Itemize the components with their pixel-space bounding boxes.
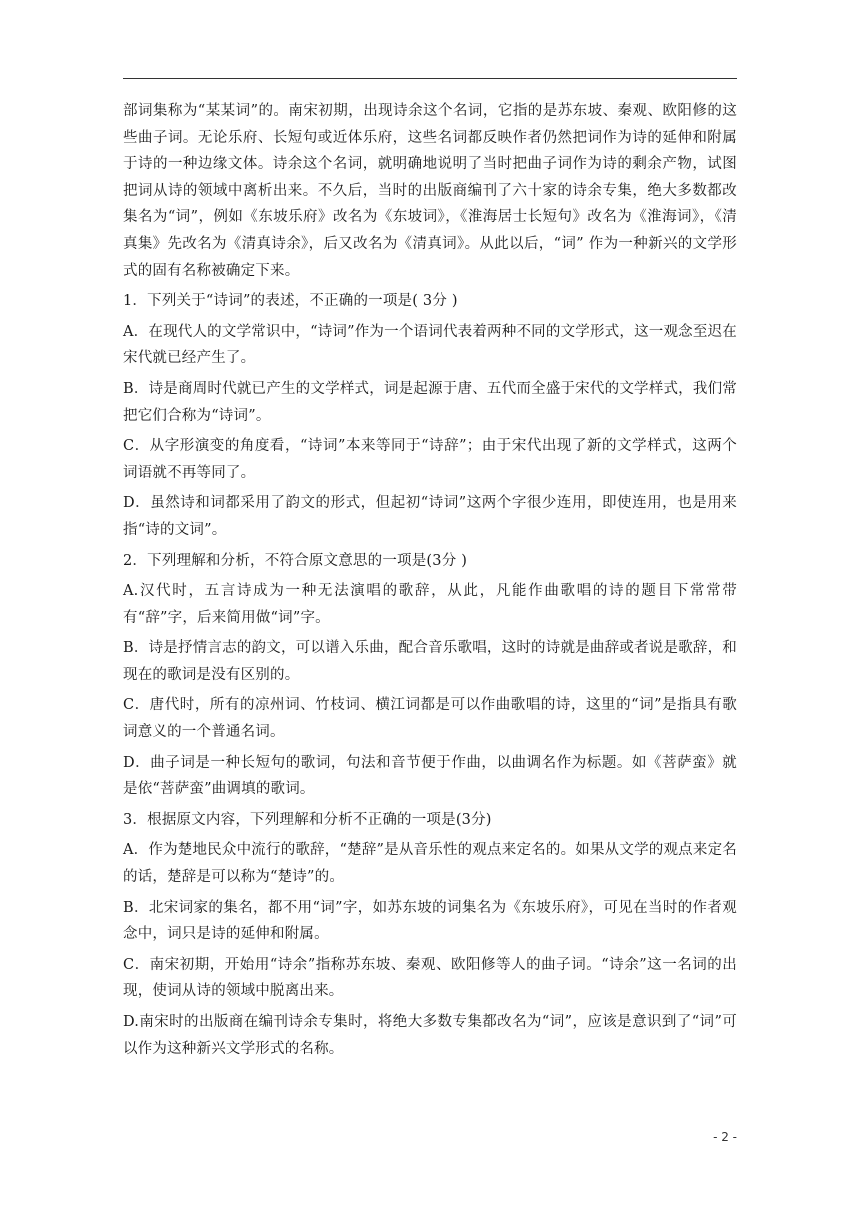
question-3-option-c: C．南宋初期，开始用“诗余”指称苏东坡、秦观、欧阳修等人的曲子词。“诗余”这一名词的出现，使词从诗的领域中脱离出来。: [123, 956, 737, 1000]
question-1-option-b: B．诗是商周时代就已产生的文学样式，词是起源于唐、五代而全盛于宋代的文学样式，我们常把它们合称为“诗词”。: [123, 380, 737, 424]
header-rule: [123, 78, 737, 79]
question-3-option-d: D.南宋时的出版商在编刊诗余专集时，将绝大多数专集都改名为“词”，应该是意识到了“词”可以作为这种新兴文学形式的名称。: [123, 1014, 737, 1057]
question-2-option-b: B．诗是抒情言志的韵文，可以谱入乐曲，配合音乐歌唱，这时的诗就是曲辞或者说是歌辞，和现在的歌词是没有区别的。: [123, 640, 737, 683]
page-number: - 2 -: [713, 1130, 737, 1144]
question-1-option-d: D．虽然诗和词都采用了韵文的形式，但起初“诗词”这两个字很少连用，即使连用，也是用来指“诗的文词”。: [123, 495, 737, 538]
question-2-stem: 2．下列理解和分析，不符合原文意思的一项是(3分 ): [123, 552, 468, 569]
question-2-option-a: A.汉代时，五言诗成为一种无法演唱的歌辞，从此，凡能作曲歌唱的诗的题目下常常带有“辞”字，后来简用做“词”字。: [123, 583, 737, 626]
question-1-stem: 1．下列关于“诗词”的表述，不正确的一项是( 3分 ): [123, 293, 458, 310]
question-2-option-d: D．曲子词是一种长短句的歌词，句法和音节便于作曲，以曲调名作为标题。如《菩萨蛮》就是依“菩萨蛮”曲调填的歌词。: [123, 754, 737, 798]
question-1-option-c: C．从字形演变的角度看，“诗词”本来等同于“诗辞”；由于宋代出现了新的文学样式，这两个词语就不再等同了。: [123, 438, 737, 481]
passage-paragraph: 部词集称为“某某词”的。南宋初期，出现诗余这个名词，它指的是苏东坡、秦观、欧阳修的这些曲子词。无论乐府、长短句或近体乐府，这些名词都反映作者仍然把词作为诗的延伸和附属于诗的一种边缘文体。诗余这个名词，就明确地说明了当时把曲子词作为诗的剩余产物，试图把词从诗的领域中离析出来。不久后，当时的出版商编刊了六十家的诗余专集，绝大多数都改集名为“词”，例如《东坡乐府》改名为《东坡词》，《淮海居士长短句》改名为《淮海词》，《清真集》先改名为《清真诗余》，后又改名为《清真词》。从此以后，“词” 作为一种新兴的文学形式的固有名称被确定下来。: [123, 103, 737, 279]
question-2-option-c: C．唐代时，所有的凉州词、竹枝词、横江词都是可以作曲歌唱的诗，这里的“词”是指具有歌词意义的一个普通名词。: [123, 697, 737, 741]
question-1-option-a: A．在现代人的文学常识中，“诗词”作为一个语词代表着两种不同的文学形式，这一观念至迟在宋代就已经产生了。: [123, 323, 737, 367]
question-3-stem: 3．根据原文内容，下列理解和分析不正确的一项是(3分): [123, 811, 492, 828]
question-3-option-b: B．北宋词家的集名，都不用“词”字，如苏东坡的词集名为《东坡乐府》，可见在当时的作者观念中，词只是诗的延伸和附属。: [123, 899, 737, 943]
page-content: [123, 98, 737, 1066]
question-3-option-a: A．作为楚地民众中流行的歌辞，“楚辞”是从音乐性的观点来定名的。如果从文学的观点来定名的话，楚辞是可以称为“楚诗”的。: [123, 842, 737, 886]
